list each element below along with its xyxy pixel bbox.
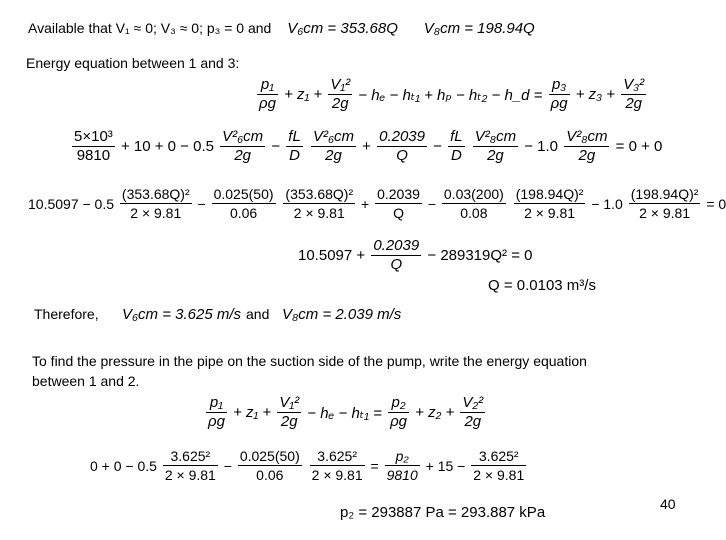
fraction: $\frac{0.025(50)}{0.06}$ [213, 186, 274, 221]
suction-side-paragraph: To find the pressure in the pipe on the suction side of the pump, write the energy equation [32, 353, 587, 369]
velocity-8cm-result: V₈cm = 2.039 m/s [282, 306, 402, 323]
fraction: $\frac{\text{V²₈cm}}{2g}$ [566, 128, 608, 164]
general-energy-equation: $\frac{\text{p₁}}{\rho g}$ + z₁ + $\frac{\text{V₁²}}{2g}$ − hₑ − hₜ₁ + hₚ − hₜ₂ − h_d = $\frac{\text{p₃}}{\rho g}$ + z₃ + $\frac{\text{V₃²}}{2g}$ [259, 76, 645, 112]
given-text: Available that V₁ ≈ 0; V₃ ≈ 0; p₃ = 0 and [28, 20, 272, 36]
fraction: $\frac{\text{(353.68Q)²}}{2 \times 9.81}$ [121, 186, 190, 221]
velocity-6cm-result: V₆cm = 3.625 m/s [122, 306, 241, 323]
simplified-equation: 10.5097 + $\frac{0.2039}{Q}$ − 289319Q² = 0 [298, 237, 533, 273]
fraction: $\frac{\text{p₃}}{\rho g}$ [550, 76, 568, 112]
fraction: $\frac{0.2039}{Q}$ [377, 186, 420, 221]
fraction: $\frac{\text{5×10³}}{9810}$ [74, 128, 113, 164]
fraction: $\frac{\text{V₁²}}{2g}$ [330, 76, 351, 112]
fraction: $\frac{\text{V²₈cm}}{2g}$ [474, 128, 517, 164]
fraction: $\frac{\text{p₁}}{\rho g}$ [208, 394, 225, 430]
fraction: $\frac{0.2039}{Q}$ [379, 128, 425, 164]
fraction: $\frac{fL}{D}$ [450, 128, 463, 164]
velocity-8cm-eq: V₈cm = 198.94Q [423, 20, 535, 37]
fraction: $\frac{\text{(353.68Q)²}}{2 \times 9.81}$ [285, 186, 354, 221]
fraction: $\frac{\text{V₃²}}{2g}$ [623, 76, 645, 112]
fraction: $\frac{\text{p₂}}{9810}$ [386, 448, 418, 483]
fraction: $\frac{\text{p₁}}{\rho g}$ [259, 76, 276, 112]
fraction: $\frac{0.025(50)}{0.06}$ [239, 448, 300, 483]
fraction: $\frac{\text{p₂}}{\rho g}$ [390, 394, 407, 430]
fraction: $\frac{\text{V₂²}}{2g}$ [462, 394, 484, 430]
energy-heading: Energy equation between 1 and 3: [26, 55, 240, 71]
fraction: $\frac{\text{(198.94Q)²}}{2 \times 9.81}$ [515, 186, 584, 221]
page-number: 40 [660, 496, 676, 512]
velocity-6cm-eq: V₆cm = 353.68Q [287, 20, 398, 37]
substituted-equation: $\frac{\text{5×10³}}{9810}$ + 10 + 0 − 0.5 $\frac{\text{V²₆cm}}{2g}$ − $\frac{fL}{D}$ $\frac{\text{V²₆cm}}{2g}$ + $\frac{0.2039}{Q}$ − $\frac{fL}{D}$ $\frac{\text{V²₈cm}}{2g}$ − 1.0 $\frac{\text{V²₈cm}}{2g}$ = 0 + 0 [74, 128, 663, 164]
fraction: $\frac{fL}{D}$ [288, 128, 301, 164]
fraction: $\frac{0.2039}{Q}$ [373, 237, 420, 273]
fraction: $\frac{\text{V₁²}}{2g}$ [279, 394, 300, 430]
fraction: $\frac{\text{3.625²}}{2 \times 9.81}$ [473, 448, 525, 483]
given-conditions [28, 20, 535, 37]
and-label: and [246, 306, 270, 322]
flow-rate-result: Q = 0.0103 m³/s [488, 277, 596, 294]
suction-side-paragraph-cont: between 1 and 2. [32, 373, 140, 389]
fraction: $\frac{\text{(198.94Q)²}}{2 \times 9.81}$ [630, 186, 699, 221]
pressure-substitution: 0 + 0 − 0.5 $\frac{\text{3.625²}}{2 \times 9.81}$ − $\frac{0.025(50)}{0.06}$ $\frac{\text{3.625²}}{2 \times 9.81}$ = $\frac{\text{p₂}}{9810}$ + 15 − $\frac{\text{3.625²}}{2 \times 9.81}$ [90, 448, 525, 483]
fraction: $\frac{\text{3.625²}}{2 \times 9.81}$ [311, 448, 363, 483]
fraction: $\frac{0.03(200)}{0.08}$ [443, 186, 504, 221]
fraction: $\frac{\text{V²₆cm}}{2g}$ [312, 128, 354, 164]
fraction: $\frac{\text{V²₆cm}}{2g}$ [222, 128, 264, 164]
numeric-equation: 10.5097 − 0.5 $\frac{\text{(353.68Q)²}}{2 \times 9.81}$ − $\frac{0.025(50)}{0.06}$ $\frac{\text{(353.68Q)²}}{2 \times 9.81}$ + $\frac{0.2039}{Q}$ − $\frac{0.03(200)}{0.08}$ $\frac{\text{(198.94Q)²}}{2 \times 9.81}$ − 1.0 $\frac{\text{(198.94Q)²}}{2 \times 9.81}$ = 0 [28, 186, 726, 221]
therefore-label: Therefore, [34, 306, 99, 322]
pressure-result: p₂ = 293887 Pa = 293.887 kPa [340, 504, 546, 521]
fraction: $\frac{\text{3.625²}}{2 \times 9.81}$ [164, 448, 216, 483]
energy-equation-1-2: $\frac{\text{p₁}}{\rho g}$ + z₁ + $\frac{\text{V₁²}}{2g}$ − hₑ − hₜ₁ = $\frac{\text{p₂}}{\rho g}$ + z₂ + $\frac{\text{V₂²}}{2g}$ [208, 394, 484, 430]
